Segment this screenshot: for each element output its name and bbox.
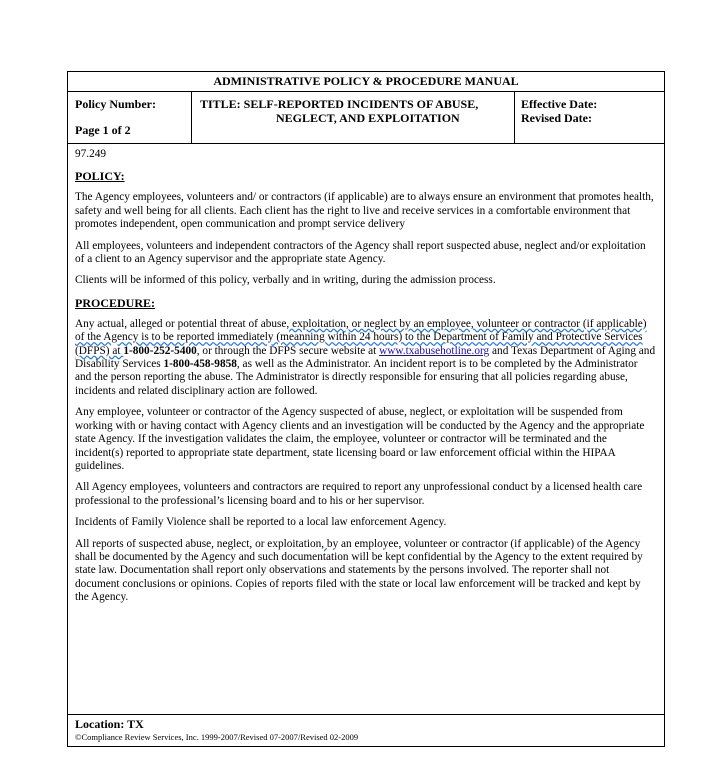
title-line-1: TITLE: SELF-REPORTED INCIDENTS OF ABUSE,	[200, 97, 479, 111]
policy-id: 97.249	[75, 148, 107, 160]
policy-number-cell	[68, 91, 192, 143]
location-label: Location: TX	[75, 717, 144, 731]
procedure-heading: PROCEDURE:	[75, 295, 155, 310]
policy-paragraph: The Agency employees, volunteers and/ or contractors (if applicable) are to always ensure an environment that promotes health, safety and well being for all clients. Each client has the right to live and receive services in a comfortable environment that promotes independent, open communication and prompt service delivery	[75, 191, 654, 231]
header-row	[68, 91, 664, 144]
text-run: and Texas Department of Aging and Disability Services	[75, 344, 656, 371]
procedure-paragraph: Any employee, volunteer or contractor of the Agency suspected of abuse, neglect, or exploitation will be suspended from working with or having contact with Agency clients and an investigation will be conducted by the Agency and the appropriate state Agency. If the investigation validates the claim, the employee, volunteer or contractor will be terminated and the incident(s) reported to appropriate state department, state licensing board or law enforcement official within the HIPAA guidelines.	[75, 406, 645, 472]
title-cell	[192, 91, 515, 143]
text-run: ,	[321, 537, 327, 550]
policy-heading: POLICY:	[75, 169, 125, 184]
document-footer	[68, 714, 664, 746]
page-indicator: Page 1 of 2	[75, 123, 131, 137]
text-run: , exploitation, or neglect by an employee, volunteer or contractor (if applicable) of the Agency is to be reported immediately (meanning within 24 hours) to the Department of Family and Protective Services (DFPS) at	[75, 317, 647, 357]
policy-number-label: Policy Number:	[75, 97, 156, 111]
text-run: , or through the DFPS secure website at	[196, 344, 380, 357]
policy-paragraph: All employees, volunteers and independent contractors of the Agency shall report suspected abuse, neglect and/or exploitation of a client to an Agency supervisor and the appropriate state Agency.	[75, 239, 646, 266]
manual-title: ADMINISTRATIVE POLICY & PROCEDURE MANUAL	[68, 72, 664, 92]
revised-date-label: Revised Date:	[521, 111, 592, 125]
text-run: All reports of suspected abuse, neglect, or exploitation	[75, 537, 322, 550]
phone-number: 1-800-252-5400	[123, 344, 197, 357]
procedure-paragraph	[75, 318, 656, 398]
text-run: , as well as the Administrator. An incident report is to be completed by the Administrator and the person reporting the abuse. The Administrator is directly responsible for ensuring that all policies regarding abuse, incidents and related disciplinary action are followed.	[75, 358, 638, 397]
text-run: by an employee, volunteer or contractor (if applicable) of the Agency shall be documented by the Agency and such documentation will be kept confidential by the Agency to the extent required by state law. Documentation shall report only observations and statements by the persons involved. The reporter shall not document conclusions or opinions. Copies of reports filed with the state or local law enforcement will be tracked and kept by the Agency.	[75, 537, 643, 604]
phone-number: 1-800-458-9858	[163, 358, 237, 371]
copyright-notice: ©Compliance Review Services, Inc. 1999-2007/Revised 07-2007/Revised 02-2009	[75, 732, 359, 742]
procedure-paragraph: Incidents of Family Violence shall be reported to a local law enforcement Agency.	[75, 516, 447, 529]
policy-paragraph: Clients will be informed of this policy, verbally and in writing, during the admission process.	[75, 274, 496, 287]
dates-cell	[515, 91, 664, 143]
effective-date-label: Effective Date:	[521, 97, 598, 111]
hotline-link[interactable]: www.txabusehotline.org	[379, 344, 490, 357]
title-line-2: NEGLECT, AND EXPLOITATION	[276, 111, 460, 125]
document-body	[75, 148, 656, 605]
policy-document	[67, 71, 665, 747]
procedure-paragraph: All Agency employees, volunteers and contractors are required to report any unprofessional conduct by a licensed health care professional to the professional’s licensing board and to his or her supervisor.	[75, 481, 643, 507]
text-run: Any actual, alleged or potential threat of abuse	[75, 317, 287, 330]
procedure-paragraph	[75, 538, 656, 605]
